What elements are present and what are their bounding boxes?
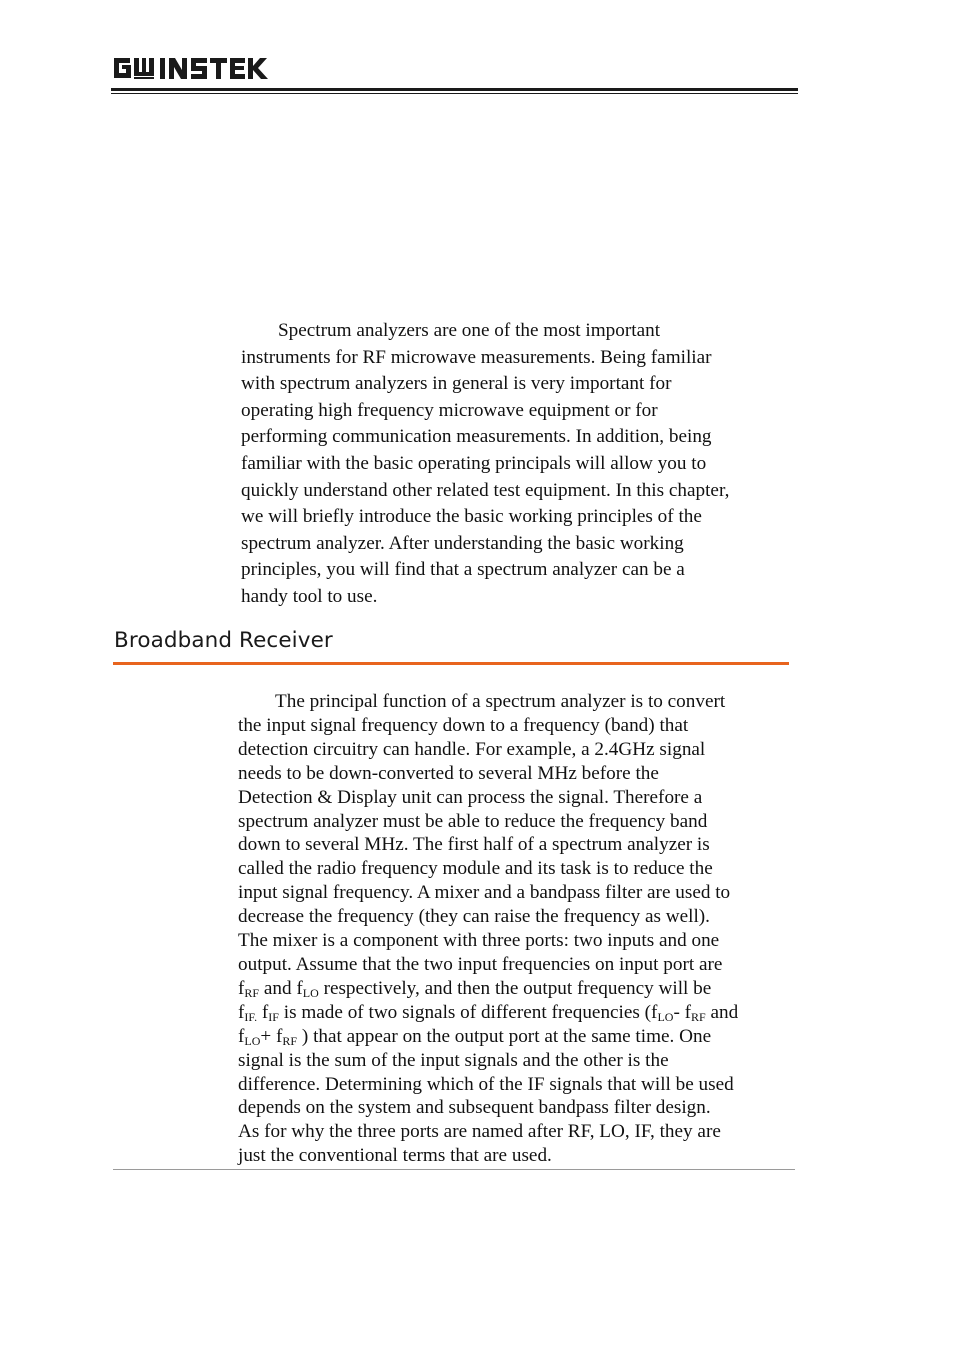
text-line: instruments for RF microwave measurements. Being familiar: [241, 346, 712, 368]
text-line: difference. Determining which of the IF signals that will be used: [238, 1073, 734, 1095]
subscript: IF.: [244, 1009, 258, 1024]
text-line: quickly understand other related test equipment. In this chapter,: [241, 479, 730, 501]
text-line: just the conventional terms that are used.: [238, 1145, 552, 1167]
text-line: called the radio frequency module and its task is to reduce the: [238, 858, 713, 880]
text-line: signal is the sum of the input signals and the other is the: [238, 1049, 669, 1071]
subscript: IF: [268, 1009, 279, 1024]
header-rule: [111, 88, 798, 91]
text-line: operating high frequency microwave equipment or for: [241, 399, 658, 421]
formula-line: [238, 1025, 738, 1049]
text-line: performing communication measurements. In addition, being: [241, 426, 712, 448]
intro-paragraph: [241, 318, 729, 611]
text-line: The principal function of a spectrum analyzer is to convert: [275, 691, 726, 712]
text-line: input signal frequency. A mixer and a bandpass filter are used to: [238, 882, 731, 904]
section-rule: [113, 662, 789, 665]
formula-line: [238, 977, 738, 1001]
text-line: The mixer is a component with three ports: two inputs and one: [238, 930, 720, 952]
section-title: Broadband Receiver: [114, 628, 333, 653]
text-fragment: f: [257, 1001, 269, 1023]
text-fragment: ) that appear on the output port at the same time. One: [297, 1025, 712, 1047]
text-fragment: f: [238, 977, 245, 999]
text-line: we will briefly introduce the basic working principles of the: [241, 506, 702, 528]
text-line: familiar with the basic operating principals will allow you to: [241, 452, 707, 474]
text-fragment: - f: [673, 1001, 692, 1023]
text-line: depends on the system and subsequent bandpass filter design.: [238, 1097, 711, 1119]
gw-instek-logo: [112, 54, 276, 82]
text-fragment: is made of two signals of different frequencies (f: [278, 1001, 658, 1023]
body-paragraph: [238, 690, 738, 1168]
text-line: with spectrum analyzers in general is very important for: [241, 373, 672, 395]
text-line: decrease the frequency (they can raise the frequency as well).: [238, 906, 710, 928]
text-fragment: f: [238, 1001, 245, 1023]
text-line: output. Assume that the two input frequencies on input port are: [238, 953, 723, 975]
text-line: handy tool to use.: [241, 585, 378, 607]
text-line: spectrum analyzer must be able to reduce the frequency band: [238, 810, 708, 832]
formula-line: [238, 1001, 738, 1025]
subscript: RF: [244, 985, 260, 1000]
text-fragment: respectively, and then the output frequency will be: [318, 977, 712, 999]
text-line: As for why the three ports are named after RF, LO, IF, they are: [238, 1121, 721, 1143]
text-line: needs to be down-converted to several MHz before the: [238, 762, 659, 784]
subscript: RF: [691, 1009, 706, 1024]
text-fragment: f: [238, 1025, 245, 1047]
text-fragment: and f: [259, 977, 303, 999]
text-line: down to several MHz. The first half of a spectrum analyzer is: [238, 834, 710, 856]
text-fragment: and: [705, 1001, 739, 1023]
bottom-rule: [113, 1169, 795, 1170]
text-line: detection circuitry can handle. For example, a 2.4GHz signal: [238, 738, 706, 760]
subscript: LO: [302, 985, 319, 1000]
text-line: spectrum analyzer. After understanding the basic working: [241, 532, 684, 554]
text-line: Detection & Display unit can process the signal. Therefore a: [238, 786, 703, 808]
text-line: Spectrum analyzers are one of the most important: [278, 320, 661, 341]
subscript: RF: [282, 1033, 298, 1048]
text-line: principles, you will find that a spectrum analyzer can be a: [241, 559, 685, 581]
header-rule-thin: [111, 93, 798, 94]
text-line: the input signal frequency down to a frequency (band) that: [238, 714, 689, 736]
subscript: LO: [657, 1009, 674, 1024]
text-fragment: + f: [260, 1025, 283, 1047]
subscript: LO: [244, 1033, 261, 1048]
